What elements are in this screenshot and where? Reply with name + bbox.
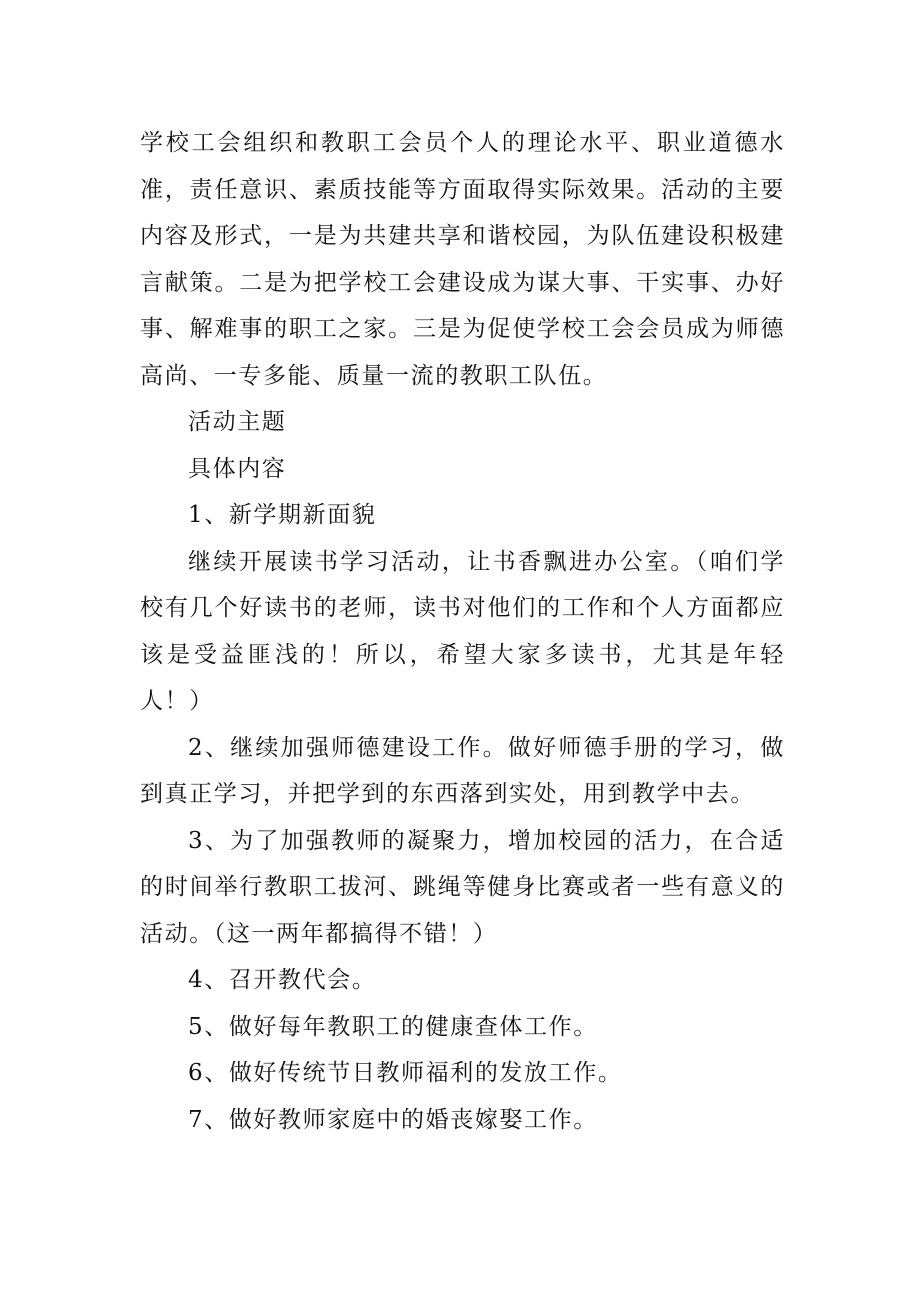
list-item-2: 2、继续加强师德建设工作。做好师德手册的学习，做到真正学习，并把学到的东西落到实处，用到教学中去。 <box>140 734 785 807</box>
heading-specific-content: 具体内容 <box>188 455 287 482</box>
heading-activity-theme: 活动主题 <box>188 409 287 435</box>
paragraph-intro-continuation: 学校工会组织和教职工会员个人的理论水平、职业道德水准，责任意识、素质技能等方面取得实际效果。活动的主要内容及形式，一是为共建共享和谐校园，为队伍建设积极建言献策。二是为把学校工会建设成为谋大事、干实事、办好事、解难事的职工之家。三是为促使学校工会会员成为师德高尚、一专多能、质量一流的教职工队伍。 <box>140 130 785 389</box>
paragraph-reading-activity: 继续开展读书学习活动，让书香飘进办公室。（咱们学校有几个好读书的老师，读书对他们的工作和个人方面都应该是受益匪浅的！所以，希望大家多读书，尤其是年轻人！） <box>140 548 785 714</box>
list-item-5: 5、做好每年教职工的健康查体工作。 <box>188 1013 598 1040</box>
list-item-3: 3、为了加强教师的凝聚力，增加校园的活力，在合适的时间举行教职工拔河、跳绳等健身比赛或者一些有意义的活动。（这一两年都搞得不错！） <box>140 827 785 947</box>
list-item-7: 7、做好教师家庭中的婚丧嫁娶工作。 <box>188 1106 598 1133</box>
list-item-1: 1、新学期新面貌 <box>188 502 377 528</box>
list-item-6: 6、做好传统节日教师福利的发放工作。 <box>188 1060 623 1086</box>
document-body <box>140 120 785 1143</box>
list-item-4: 4、召开教代会。 <box>188 967 377 993</box>
